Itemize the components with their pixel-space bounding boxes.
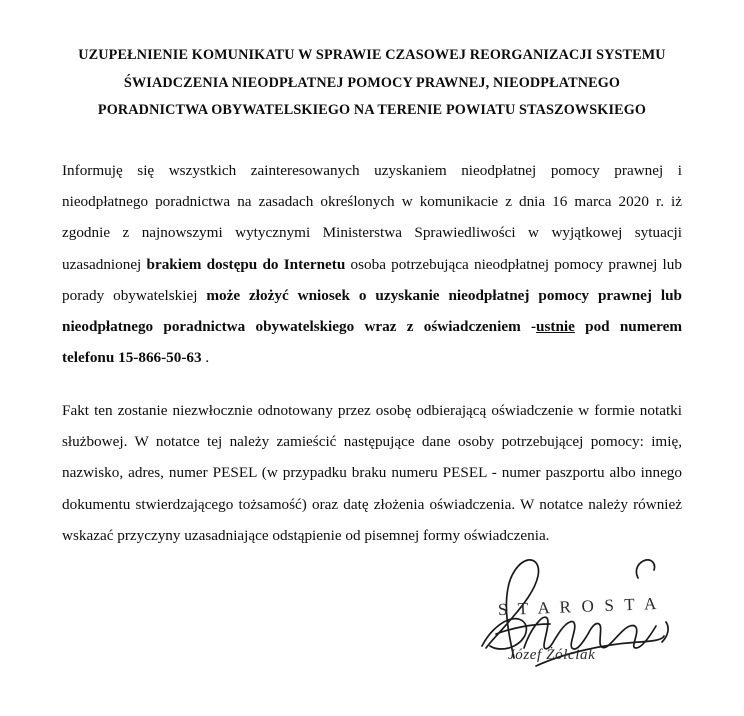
stamp-name: Józef Żółciak	[508, 647, 596, 663]
paragraph-one-part-2: osoba potrzebująca nieodpłatnej pomocy prawnej lub porady obywatelskiej	[62, 255, 682, 304]
paragraph-two: Fakt ten zostanie niezwłocznie odnotowany przez osobę odbierającą oświadczenie w formie notatki służbowej. W notatce tej należy zamieścić następujące dane osoby potrzebującej pomocy: imię, nazwisko, adres, numer PESEL (w przypadku braku numeru PESEL - numer paszportu albo innego dokumentu stwierdzającego tożsamość) oraz datę złożenia oświadczenia. W notatce należy również wskazać przyczyny uzasadniające odstąpienie od pisemnej formy oświadczenia.	[62, 402, 682, 544]
paragraph-one-bold-3: pod numerem telefonu 15-866-50-63	[62, 317, 682, 366]
paragraph-one-bold-2: może złożyć wniosek o uzyskanie nieodpłatnej pomocy prawnej lub nieodpłatnego poradnictwa obywatelskiego wraz z oświadczeniem -	[62, 286, 682, 335]
document-body	[62, 155, 682, 551]
page-title-line-3: PORADNICTWA OBYWATELSKIEGO NA TERENIE POWIATU STASZOWSKIEGO	[97, 102, 647, 119]
page-title-line-1: UZUPEŁNIENIE KOMUNIKATU W SPRAWIE CZASOWEJ REORGANIZACJI SYSTEMU	[78, 47, 666, 63]
paragraph-one-bold-1: brakiem dostępu do Internetu	[146, 255, 346, 273]
stamp-title: S T A R O S T A	[497, 593, 660, 620]
page-title-line-2: ŚWIADCZENIA NIEODPŁATNEJ POMOCY PRAWNEJ, NIEODPŁATNEGO	[123, 74, 621, 91]
paragraph-one-part-3: .	[201, 349, 210, 366]
page-title	[66, 42, 678, 125]
paragraph-one-bold-underline: ustnie	[536, 317, 575, 335]
paragraph-one	[62, 155, 682, 373]
handwritten-signature-icon	[452, 548, 712, 688]
paragraph-one-part-1: Informuję się wszystkich zainteresowanych uzyskaniem nieodpłatnej pomocy prawnej i nieodpłatnego poradnictwa na zasadach określonych w komunikacie z dnia 16 marca 2020 r. iż zgodnie z najnowszymi wytycznymi Ministerstwa Sprawiedliwości w wyjątkowej sytuacji uzasadnionej	[62, 162, 682, 273]
signature-block	[0, 548, 744, 698]
